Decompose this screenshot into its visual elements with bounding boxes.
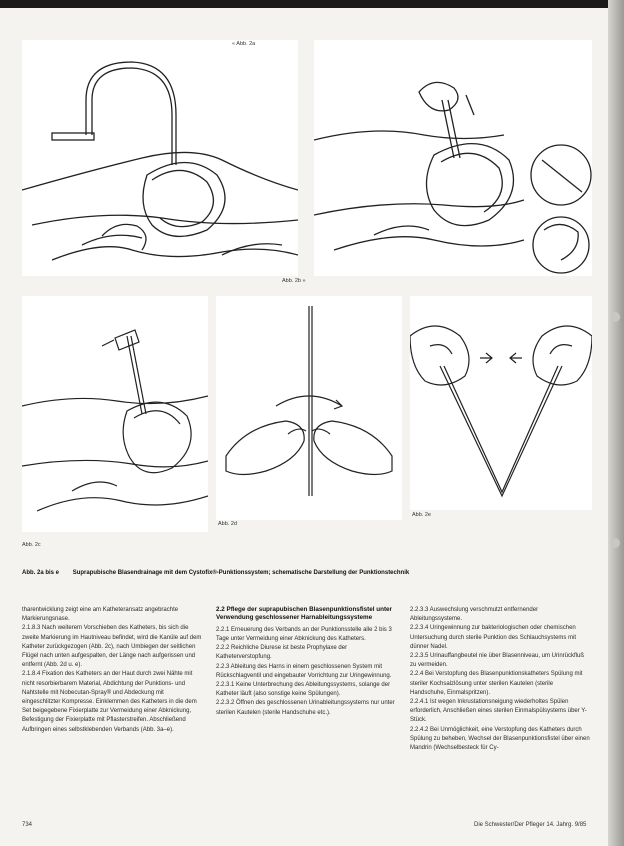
page-edge-shadow <box>608 0 624 846</box>
figure-caption <box>22 570 602 576</box>
paragraph: 2.2.1 Erneuerung des Verbands an der Punktionsstelle alle 2 bis 3 Tage unter Vermeidung einer Abknickung des Katheters. <box>216 626 392 643</box>
paragraph: 2.2.4.2 Bei Unmöglichkeit, eine Verstopfung des Katheters durch Spülung zu beheben, Wechsel der Blasenpunktionsfistel über einen Mandrin (Wechselbesteck für Cy- <box>410 726 590 752</box>
figure-2c-drawing <box>22 296 208 532</box>
figure-2a-label: « Abb. 2a <box>232 41 256 47</box>
paragraph: 2.2.3.1 Keine Unterbrechung des Ableitungssystems, solange der Katheter läuft (also sonstige keine Spülungen). <box>216 682 391 698</box>
paragraph: 2.2.3.5 Urinauffangbeutel nie über Blasenniveau, um Urinrückfluß zu vermeiden. <box>410 653 584 669</box>
page-number: 734 <box>22 822 33 828</box>
text-column-2 <box>216 606 398 718</box>
paragraph: 2.2.2 Reichliche Diurese ist beste Prophylaxe der Katheterverstopfung. <box>216 645 348 661</box>
paragraph: tharentwicklung zeigt eine am Katheteransatz angebrachte Markierungsnase. <box>22 607 179 623</box>
section-heading: 2.2 Pflege der suprapubischen Blasenpunktionsfistel unter Verwendung geschlossener Harnableitungssysteme <box>216 606 393 622</box>
paragraph: 2.2.4 Bei Verstopfung des Blasenpunktionskatheters Spülung mit steriler Kochsalzlösung unter sterilen Kautelen (sterile Handschuhe, Einmalspritzen). <box>410 671 583 696</box>
paragraph: 2.1.8.3 Nach weiterem Vorschieben des Katheters, bis sich die zweite Markierung im Hautniveau befindet, wird die Kanüle auf dem Katheter zurückgezogen (Abb. 2c), nach Umbiegen der seitlichen Flügel nach unten aufgespalten, der Länge nach aufgerissen und entfernt (Abb. 2d u. e). <box>22 625 202 669</box>
figure-2e <box>410 296 592 510</box>
figure-2a-drawing <box>22 40 298 276</box>
paragraph: 2.2.3.2 Öffnen des geschlossenen Urinableitungssystems nur unter sterilen Kautelen (sterile Handschuhe etc.). <box>216 700 395 716</box>
edge-tab-mark <box>610 312 620 322</box>
text-column-3 <box>410 606 590 753</box>
journal-reference: Die Schwester/Der Pfleger 14. Jahrg. 9/85 <box>474 822 587 828</box>
paragraph: 2.2.3.4 Uringewinnung zur bakteriologischen oder chemischen Untersuchung durch sterile Punktion des Schlauchsystems mit dünner Nadel. <box>410 625 577 650</box>
figure-2c <box>22 296 208 532</box>
paragraph: 2.2.3 Ableitung des Harns in einem geschlossenen System mit Rückschlagventil und eingebauter Vorrichtung zur Uringewinnung. <box>216 663 392 679</box>
caption-text: Suprapubische Blasendrainage mit dem Cystofix®-Punktionssystem; schematische Darstellung der Punktionstechnik <box>72 570 410 576</box>
figure-2d-drawing <box>216 296 402 520</box>
paragraph: 2.1.8.4 Fixation des Katheters an der Haut durch zwei Nähte mit nicht resorbierbarem Material, Abdichtung der Punktions- und Nahtstelle mit Nobecutan-Spray® und Abdeckung mit eingeschlitzter Kompresse. Einklemmen des Katheters in die dem Set beigegebene Fixierplatte zur Vermeidung einer Abknickung, Befestigung der Fixierplatte mit Pflasterstreifen. Abschließend Aufbringen eines selbstklebenden Verbands (Abb. 3a–e). <box>22 671 197 733</box>
figure-2d <box>216 296 402 520</box>
paragraph: 2.2.3.3 Auswechslung verschmutzt entfernender Ableitungssysteme. <box>410 607 539 623</box>
figure-2e-label: Abb. 2e <box>412 512 431 518</box>
figure-2d-label: Abb. 2d <box>218 521 237 527</box>
paragraph: 2.2.4.1 Ist wegen Inkrustationsneigung wiederholtes Spülen erforderlich, Anschließen eines sterilen Einmalspülsystems über Y-Stück. <box>410 699 587 724</box>
figure-2a <box>22 40 298 276</box>
edge-tab-mark <box>610 538 620 548</box>
figure-2e-drawing <box>410 296 592 510</box>
figure-2b-drawing <box>314 40 592 276</box>
text-column-1 <box>22 606 202 735</box>
figure-2c-label: Abb. 2c <box>22 542 41 548</box>
figure-2b-label: Abb. 2b » <box>282 278 306 284</box>
caption-prefix: Abb. 2a bis e <box>22 570 60 576</box>
figure-2b <box>314 40 592 276</box>
top-border <box>0 0 624 8</box>
